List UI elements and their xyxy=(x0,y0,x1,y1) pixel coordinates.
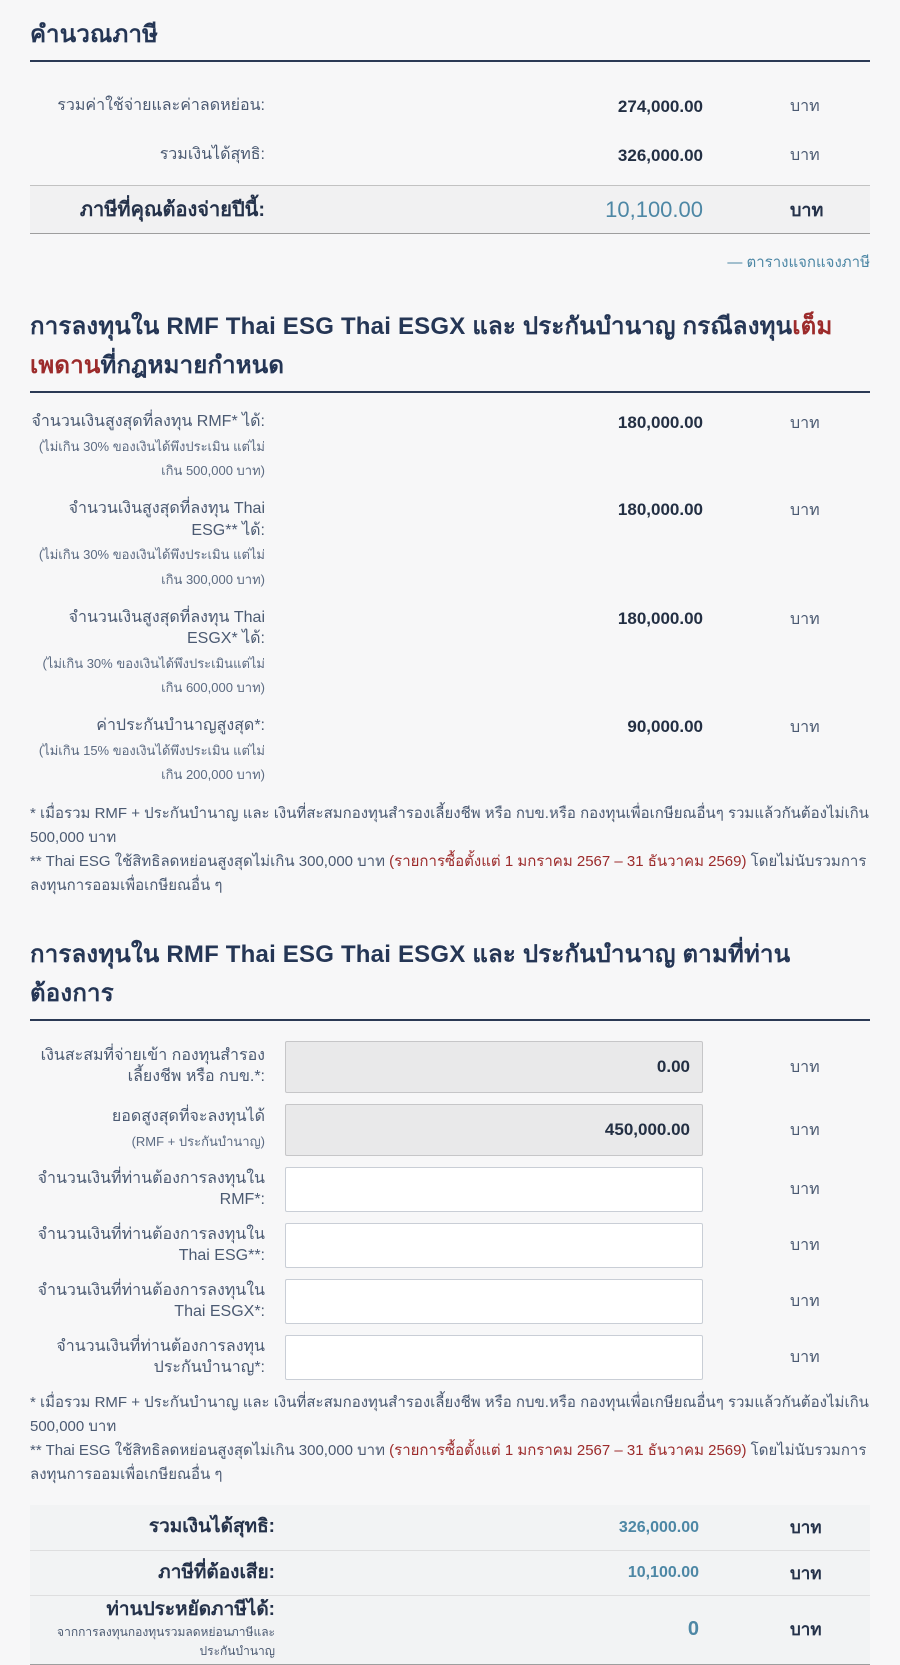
field-label xyxy=(30,1106,265,1154)
label-sub: (ไม่เกิน 30% ของเงินได้พึงประเมิน แต่ไม่เกิน 300,000 บาท) xyxy=(38,547,265,587)
summary-label-main: รวมเงินได้สุทธิ: xyxy=(148,1516,275,1538)
field-provident-fund xyxy=(30,1041,870,1093)
row-max-rmf xyxy=(30,411,870,484)
row-label xyxy=(30,607,265,702)
field-unit: บาท xyxy=(790,1121,820,1139)
label-main: ยอดสูงสุดที่จะลงทุนได้ xyxy=(111,1107,265,1125)
footnote-line2-prefix: ** Thai ESG ใช้สิทธิลดหย่อนสูงสุดไม่เกิน 300,000 บาท xyxy=(30,1442,390,1460)
field-label: เงินสะสมที่จ่ายเข้า กองทุนสำรองเลี้ยงชีพ หรือ กบข.*: xyxy=(40,1047,265,1086)
thaiesg-amount-input[interactable] xyxy=(285,1223,703,1268)
field-unit: บาท xyxy=(790,1237,820,1255)
row-unit: บาท xyxy=(790,415,820,432)
rmf-amount-input[interactable] xyxy=(285,1167,703,1212)
summary-value: 10,100.00 xyxy=(627,1564,699,1582)
field-label: จำนวนเงินที่ท่านต้องการลงทุนใน Thai ESG**: xyxy=(37,1225,265,1264)
summary-label xyxy=(30,1599,275,1661)
label-sub: (ไม่เกิน 30% ของเงินได้พึงประเมินแต่ไม่เกิน 600,000 บาท) xyxy=(42,655,265,696)
label-main: จำนวนเงินสูงสุดที่ลงทุน Thai ESGX* ได้: xyxy=(68,608,265,648)
row-value: 274,000.00 xyxy=(617,96,703,116)
footnote-line2-red: (รายการซื้อตั้งแต่ 1 มกราคม 2567 – 31 ธันวาคม 2569) xyxy=(389,853,747,871)
label-main: ค่าประกันบำนาญสูงสุด*: xyxy=(96,717,265,735)
field-label: จำนวนเงินที่ท่านต้องการลงทุนประกันบำนาญ*: xyxy=(56,1337,265,1376)
provident-fund-input xyxy=(285,1041,703,1093)
row-label: รวมเงินได้สุทธิ: xyxy=(159,146,265,164)
section-title-max-investment xyxy=(30,306,870,393)
summary-label-main: ภาษีที่ต้องเสีย: xyxy=(158,1561,275,1583)
input-wrap xyxy=(285,1279,703,1324)
result-summary xyxy=(30,1505,870,1665)
summary-unit: บาท xyxy=(790,1620,822,1640)
summary-label xyxy=(30,1562,275,1585)
summary-value: 326,000.00 xyxy=(618,1518,699,1536)
input-wrap xyxy=(285,1335,703,1380)
footnote-line2-suffix: โดยไม่นับรวมการลงทุนการออมเพื่อเกษียณอื่น ๆ xyxy=(30,1442,867,1484)
section-tax-calculation xyxy=(30,14,870,270)
field-max-investable xyxy=(30,1104,870,1156)
row-label: ภาษีที่คุณต้องจ่ายปีนี้: xyxy=(79,198,265,221)
row-value: 180,000.00 xyxy=(617,499,703,519)
footnote-line1: * เมื่อรวม RMF + ประกันบำนาญ และ เงินที่สะสมกองทุนสำรองเลี้ยงชีพ หรือ กบข.หรือ กองทุนเพื่อเกษียณอื่นๆ รวมแล้วกันต้องไม่เกิน 500,000 บาท xyxy=(30,805,869,847)
footnotes-custom-investment xyxy=(30,1391,870,1487)
field-thaiesgx-amount xyxy=(30,1279,870,1324)
row-unit: บาท xyxy=(790,147,820,164)
label-main: จำนวนเงินสูงสุดที่ลงทุน Thai ESG** ได้: xyxy=(68,499,265,539)
section-max-investment xyxy=(30,306,870,898)
title-suffix: ที่กฎหมายกำหนด xyxy=(100,352,285,379)
footnote-line2-suffix: โดยไม่นับรวมการลงทุนการออมเพื่อเกษียณอื่น ๆ xyxy=(30,853,867,895)
field-unit: บาท xyxy=(790,1058,820,1076)
input-wrap xyxy=(285,1104,703,1156)
summary-label-sub: จากการลงทุนกองทุนรวมลดหย่อนภาษีและประกันบำนาญ xyxy=(57,1624,275,1658)
footnote-line2-prefix: ** Thai ESG ใช้สิทธิลดหย่อนสูงสุดไม่เกิน 300,000 บาท xyxy=(30,853,390,871)
field-unit: บาท xyxy=(790,1181,820,1199)
row-unit: บาท xyxy=(790,719,820,737)
field-unit: บาท xyxy=(790,1349,820,1367)
custom-investment-fields xyxy=(30,1041,870,1380)
row-label xyxy=(30,498,265,593)
footnote-line2 xyxy=(30,1439,870,1487)
section-title-custom-investment: การลงทุนใน RMF Thai ESG Thai ESGX และ ประกันบำนาญ ตามที่ท่านต้องการ xyxy=(30,934,870,1021)
input-wrap xyxy=(285,1041,703,1093)
footnote-line2 xyxy=(30,850,870,898)
tax-breakdown-link-row xyxy=(30,250,870,270)
row-net-income xyxy=(30,131,870,180)
row-unit: บาท xyxy=(790,501,820,519)
title-prefix: การลงทุนใน RMF Thai ESG Thai ESGX และ ประกันบำนาญ กรณีลงทุน xyxy=(30,313,793,340)
row-value: 10,100.00 xyxy=(605,196,703,222)
summary-row-tax-due xyxy=(30,1550,870,1595)
label-sub: (RMF + ประกันบำนาญ) xyxy=(131,1133,265,1149)
summary-row-tax-saved xyxy=(30,1595,870,1664)
row-unit: บาท xyxy=(790,98,820,115)
row-total-deductions xyxy=(30,82,870,131)
summary-unit: บาท xyxy=(790,1518,822,1538)
row-label xyxy=(30,411,265,484)
section-title-tax: คำนวณภาษี xyxy=(30,14,870,62)
row-value: 180,000.00 xyxy=(617,608,703,628)
max-investment-rows xyxy=(30,411,870,788)
row-max-thaiesgx xyxy=(30,607,870,702)
annuity-amount-input[interactable] xyxy=(285,1335,703,1380)
thaiesgx-amount-input[interactable] xyxy=(285,1279,703,1324)
field-annuity-amount xyxy=(30,1335,870,1380)
tax-rows xyxy=(30,82,870,234)
label-sub: (ไม่เกิน 30% ของเงินได้พึงประเมิน แต่ไม่เกิน 500,000 บาท) xyxy=(38,438,265,479)
label-sub: (ไม่เกิน 15% ของเงินได้พึงประเมิน แต่ไม่เกิน 200,000 บาท) xyxy=(38,742,265,783)
row-unit: บาท xyxy=(790,610,820,628)
summary-value: 0 xyxy=(687,1618,699,1641)
input-wrap xyxy=(285,1223,703,1268)
footnote-line2-red: (รายการซื้อตั้งแต่ 1 มกราคม 2567 – 31 ธันวาคม 2569) xyxy=(389,1442,747,1460)
row-value: 90,000.00 xyxy=(627,717,703,737)
field-rmf-amount xyxy=(30,1167,870,1212)
row-value: 180,000.00 xyxy=(617,413,703,432)
summary-label xyxy=(30,1516,275,1539)
row-label: รวมค่าใช้จ่ายและค่าลดหย่อน: xyxy=(57,97,265,115)
footnotes-max-investment xyxy=(30,802,870,898)
row-label xyxy=(30,715,265,788)
row-unit: บาท xyxy=(790,200,824,220)
field-unit: บาท xyxy=(790,1293,820,1311)
row-max-thaiesg xyxy=(30,498,870,593)
max-investable-input xyxy=(285,1104,703,1156)
field-label: จำนวนเงินที่ท่านต้องการลงทุนใน Thai ESGX*: xyxy=(37,1281,265,1320)
input-wrap xyxy=(285,1167,703,1212)
row-value: 326,000.00 xyxy=(617,145,703,165)
summary-unit: บาท xyxy=(790,1563,822,1583)
title-highlight-red: เต็มเพดาน xyxy=(30,313,833,379)
field-thaiesg-amount xyxy=(30,1223,870,1268)
footnote-line1: * เมื่อรวม RMF + ประกันบำนาญ และ เงินที่สะสมกองทุนสำรองเลี้ยงชีพ หรือ กบข.หรือ กองทุนเพื่อเกษียณอื่นๆ รวมแล้วกันต้องไม่เกิน 500,000 บาท xyxy=(30,1394,869,1436)
summary-label-main: ท่านประหยัดภาษีได้: xyxy=(106,1599,275,1621)
summary-row-net-income xyxy=(30,1505,870,1550)
row-tax-due-highlight xyxy=(30,185,870,234)
row-max-annuity xyxy=(30,715,870,788)
tax-breakdown-link[interactable]: — ตารางแจกแจงภาษี xyxy=(727,254,870,271)
label-main: จำนวนเงินสูงสุดที่ลงทุน RMF* ได้: xyxy=(31,413,265,430)
section-custom-investment xyxy=(30,934,870,1665)
field-label: จำนวนเงินที่ท่านต้องการลงทุนใน RMF*: xyxy=(37,1169,265,1208)
